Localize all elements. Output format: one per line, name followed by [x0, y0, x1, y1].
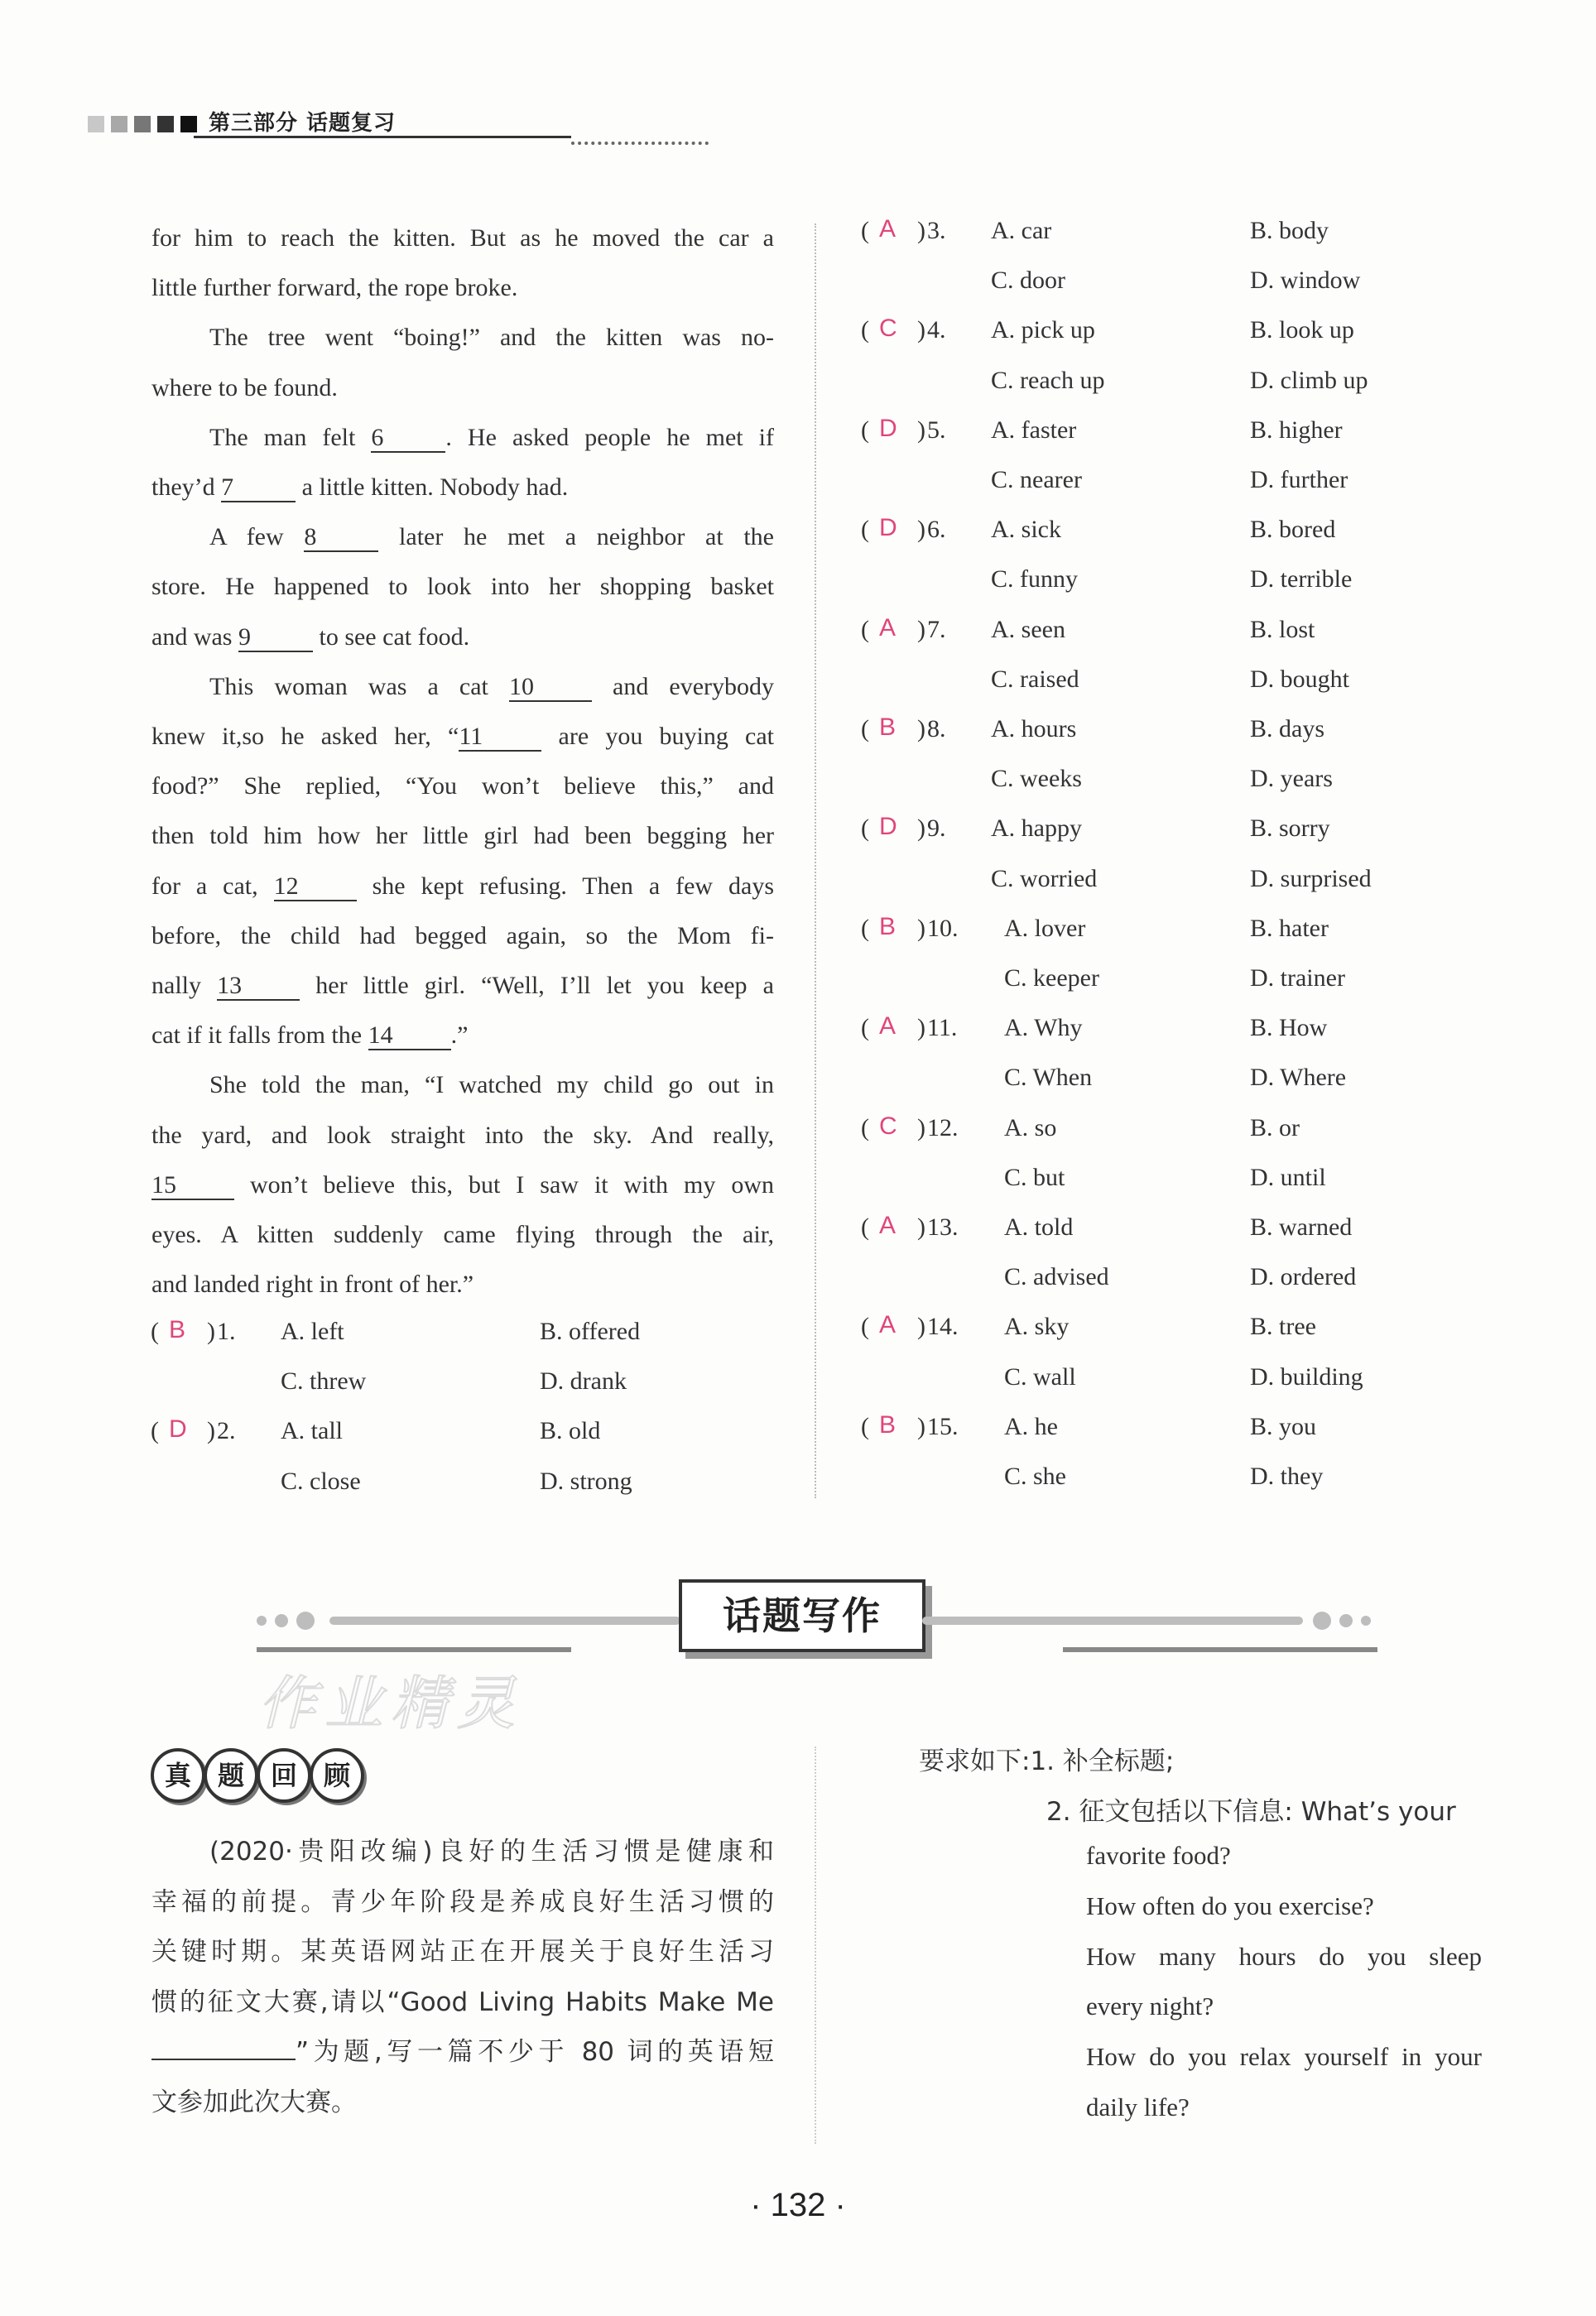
question-number: 5.: [927, 416, 946, 444]
answer-letter: C: [879, 315, 897, 343]
requirement-line: How often do you exercise?: [1086, 1891, 1374, 1920]
question-number-value: 3: [927, 217, 940, 244]
question-number: 1.: [217, 1318, 236, 1345]
review-badge-char: 回: [257, 1748, 311, 1803]
blank-14: 14: [368, 1022, 451, 1050]
question-number: 10.: [927, 914, 959, 942]
option-b: B. offered: [540, 1318, 641, 1345]
requirement-line: How many hours do you sleep: [1086, 1942, 1482, 1971]
option-a: A. so: [1004, 1113, 1057, 1141]
answer-letter: B: [879, 1410, 897, 1439]
review-badge-char: 题: [204, 1748, 258, 1803]
banner-dot: [1339, 1614, 1353, 1627]
option-d: D. drank: [540, 1367, 627, 1396]
header-square: [180, 116, 197, 132]
question-paren: (: [861, 1213, 869, 1241]
option-b: B. sorry: [1250, 814, 1330, 843]
question-paren: (: [151, 1318, 159, 1345]
requirements-intro: 要求如下:1. 补全标题;: [919, 1747, 1175, 1776]
passage-line: the yard, and look straight into the sky. And really,: [151, 1121, 774, 1149]
passage-line: little further forward, the rope broke.: [151, 274, 518, 302]
passage-line: eyes. A kitten suddenly came flying through the air,: [151, 1221, 774, 1249]
option-b: B. old: [540, 1417, 601, 1445]
option-b: B. days: [1250, 715, 1324, 742]
option-b: B. or: [1250, 1113, 1300, 1141]
option-b: B. higher: [1250, 416, 1343, 444]
answer-letter: D: [879, 414, 897, 442]
option-c: C. When: [1004, 1064, 1093, 1092]
question-number-value: 1: [217, 1318, 229, 1345]
option-d: D. trainer: [1250, 964, 1345, 992]
blank-8: 8: [304, 524, 378, 552]
question-number-value: 6: [927, 516, 940, 544]
banner-dot: [1361, 1616, 1371, 1626]
passage-line: food?” She replied, “You won’t believe this,” and: [151, 772, 774, 800]
answer-letter: D: [879, 813, 897, 841]
banner-underline: [1063, 1647, 1377, 1652]
banner-line: [329, 1617, 680, 1625]
watermark-text: 作业精灵: [258, 1670, 523, 1737]
question-paren: ): [917, 1213, 925, 1241]
question-paren: (: [861, 715, 869, 742]
question-paren: ): [917, 914, 925, 942]
cloze-passage: [151, 214, 774, 1309]
blank-6: 6: [371, 425, 445, 453]
question-number-value: 4: [927, 316, 940, 344]
question-paren: ): [207, 1417, 215, 1445]
question-number: 2.: [217, 1417, 236, 1445]
blank-15: 15: [151, 1172, 234, 1200]
question-number: 6.: [927, 516, 946, 544]
option-c: C. worried: [991, 864, 1098, 892]
question-paren: ): [917, 217, 925, 244]
writing-prompt: [151, 1827, 774, 2127]
question-number: 8.: [927, 715, 946, 742]
question-paren: ): [917, 1412, 925, 1440]
option-c: C. advised: [1004, 1263, 1109, 1291]
option-b: B. you: [1250, 1412, 1317, 1440]
passage-line: The tree went “boing!” and the kitten was no-: [209, 324, 774, 352]
question-paren: ): [917, 1014, 925, 1042]
option-a: A. tall: [281, 1417, 343, 1445]
question-number-value: 2: [217, 1417, 229, 1445]
option-d: D. strong: [540, 1467, 632, 1495]
question-paren: (: [861, 1313, 869, 1341]
requirement-line: daily life?: [1086, 2093, 1190, 2121]
option-b: B. bored: [1250, 516, 1336, 544]
option-d: D. bought: [1250, 665, 1349, 693]
question-paren: ): [917, 1113, 925, 1141]
option-c: C. close: [281, 1467, 361, 1495]
banner-dot: [275, 1614, 288, 1627]
passage-line: for him to reach the kitten. But as he moved the car a: [151, 224, 774, 252]
passage-line: and was 9 to see cat food.: [151, 622, 470, 651]
header-square: [111, 116, 127, 132]
passage-line: The man felt 6 . He asked people he met if: [209, 423, 774, 451]
blank-11: 11: [459, 723, 541, 752]
banner-dot: [257, 1616, 267, 1626]
option-b: B. tree: [1250, 1313, 1316, 1341]
option-c: C. threw: [281, 1367, 367, 1396]
question-paren: ): [207, 1318, 215, 1345]
option-b: B. hater: [1250, 914, 1329, 942]
question-paren: (: [861, 914, 869, 942]
answer-letter: A: [879, 613, 897, 641]
header-dotted-rule: [571, 142, 709, 145]
option-c: C. but: [1004, 1163, 1065, 1191]
option-a: A. hours: [991, 715, 1077, 742]
header-square: [88, 116, 104, 132]
prompt-line: 关键时期。某英语网站正在开展关于良好生活习: [151, 1937, 774, 1967]
passage-line: then told him how her little girl had been begging her: [151, 822, 774, 850]
passage-line: where to be found.: [151, 373, 338, 401]
blank-7: 7: [221, 474, 296, 502]
option-d: D. Where: [1250, 1064, 1347, 1092]
question-number: 9.: [927, 814, 946, 843]
option-d: D. building: [1250, 1362, 1363, 1391]
blank-10: 10: [509, 674, 592, 702]
review-badge-char: 真: [151, 1748, 205, 1803]
question-number-value: 13: [927, 1213, 952, 1241]
question-number: 4.: [927, 316, 946, 344]
question-number: 7.: [927, 615, 946, 643]
question-number: 14.: [927, 1313, 959, 1341]
option-b: B. How: [1250, 1014, 1328, 1042]
passage-line: 15 won’t believe this, but I saw it with my own: [151, 1170, 774, 1199]
option-b: B. body: [1250, 217, 1329, 244]
option-d: D. climb up: [1250, 366, 1368, 394]
requirement-line: How do you relax yourself in your: [1086, 2042, 1482, 2071]
option-d: D. years: [1250, 765, 1333, 793]
question-paren: (: [151, 1417, 159, 1445]
prompt-line: 幸福的前提。青少年阶段是养成良好生活习惯的: [151, 1886, 774, 1917]
header-title: 第三部分 话题复习: [209, 111, 397, 136]
question-paren: (: [861, 1113, 869, 1141]
question-number: 3.: [927, 217, 946, 244]
option-d: D. until: [1250, 1163, 1326, 1191]
answer-letter: B: [879, 912, 897, 940]
question-paren: (: [861, 416, 869, 444]
passage-line: knew it,so he asked her, “11 are you buying cat: [151, 723, 775, 751]
option-d: D. window: [1250, 267, 1361, 295]
passage-line: for a cat, 12 she kept refusing. Then a few days: [151, 872, 775, 900]
passage-line: She told the man, “I watched my child go out in: [209, 1071, 774, 1099]
banner-dot: [1313, 1612, 1331, 1630]
option-d: D. further: [1250, 466, 1348, 493]
question-paren: ): [917, 615, 925, 643]
passage-line: cat if it falls from the 14 .”: [151, 1021, 469, 1050]
topic-writing-title: 话题写作: [679, 1579, 925, 1652]
review-badge-char: 顾: [310, 1748, 364, 1803]
question-paren: ): [917, 516, 925, 544]
option-a: A. Why: [1004, 1014, 1083, 1042]
banner-dot: [296, 1612, 315, 1630]
option-d: D. surprised: [1250, 864, 1372, 892]
option-a: A. left: [281, 1318, 344, 1345]
requirement-line: 2. 征文包括以下信息: What’s your: [1046, 1797, 1456, 1827]
answer-letter: B: [879, 714, 897, 741]
option-d: D. they: [1250, 1463, 1324, 1490]
question-number-value: 7: [927, 615, 940, 643]
question-paren: (: [861, 516, 869, 544]
question-paren: (: [861, 814, 869, 843]
option-a: A. happy: [991, 814, 1082, 843]
question-number-value: 14: [927, 1313, 952, 1341]
option-c: C. door: [991, 267, 1065, 295]
question-number-value: 5: [927, 416, 940, 444]
answer-letter: A: [879, 1012, 897, 1040]
answer-letter: D: [169, 1415, 187, 1444]
option-a: A. car: [991, 217, 1052, 244]
option-b: B. lost: [1250, 615, 1315, 643]
question-paren: ): [917, 1313, 925, 1341]
passage-line: they’d 7 a little kitten. Nobody had.: [151, 473, 569, 502]
option-c: C. weeks: [991, 765, 1082, 793]
column-divider: [815, 1747, 816, 2144]
question-paren: (: [861, 316, 869, 344]
header-square: [134, 116, 151, 132]
option-a: A. lover: [1004, 914, 1086, 942]
question-number-value: 9: [927, 814, 940, 843]
question-paren: ): [917, 416, 925, 444]
option-c: C. funny: [991, 565, 1078, 593]
question-paren: (: [861, 615, 869, 643]
answer-letter: B: [169, 1316, 186, 1343]
option-d: D. terrible: [1250, 565, 1353, 593]
banner-underline: [257, 1647, 571, 1652]
prompt-line: (2020·贵阳改编)良好的生活习惯是健康和: [209, 1837, 774, 1867]
prompt-line: 惯的征文大赛,请以“Good Living Habits Make Me: [151, 1987, 774, 2017]
option-c: C. raised: [991, 665, 1079, 693]
passage-line: A few 8 later he met a neighbor at the: [209, 523, 774, 551]
page-number: · 132 ·: [750, 2187, 846, 2223]
requirement-line: every night?: [1086, 1992, 1214, 2020]
option-c: C. reach up: [991, 366, 1105, 394]
question-paren: (: [861, 1014, 869, 1042]
title-blank: [151, 2034, 296, 2060]
option-a: A. he: [1004, 1412, 1058, 1440]
option-c: C. keeper: [1004, 964, 1099, 992]
question-paren: ): [917, 316, 925, 344]
question-number-value: 12: [927, 1113, 952, 1141]
option-a: A. told: [1004, 1213, 1074, 1241]
passage-line: store. He happened to look into her shopping basket: [151, 573, 774, 601]
answer-letter: A: [879, 215, 897, 243]
question-number: 11.: [927, 1014, 958, 1042]
question-paren: (: [861, 217, 869, 244]
answer-letter: C: [879, 1112, 897, 1140]
option-b: B. warned: [1250, 1213, 1353, 1241]
question-number: 13.: [927, 1213, 959, 1241]
question-number: 15.: [927, 1412, 959, 1440]
answer-letter: A: [879, 1212, 897, 1239]
answer-letter: D: [879, 514, 897, 542]
option-b: B. look up: [1250, 316, 1354, 344]
passage-line: before, the child had begged again, so the Mom fi-: [151, 921, 774, 949]
option-a: A. seen: [991, 615, 1065, 643]
header-square: [157, 116, 174, 132]
option-c: C. she: [1004, 1463, 1066, 1490]
blank-9: 9: [238, 624, 313, 652]
passage-line: nally 13 her little girl. “Well, I’ll let you keep a: [151, 972, 774, 1000]
question-number-value: 11: [927, 1014, 951, 1042]
question-number-value: 10: [927, 914, 952, 942]
option-a: A. sky: [1004, 1313, 1070, 1341]
prompt-line: 文参加此次大赛。: [151, 2087, 357, 2117]
option-c: C. wall: [1004, 1362, 1076, 1391]
question-number-value: 15: [927, 1412, 952, 1440]
question-paren: ): [917, 814, 925, 843]
prompt-line: ”为题,写一篇不少于 80 词的英语短: [151, 2027, 774, 2078]
option-c: C. nearer: [991, 466, 1082, 493]
banner-line: [922, 1617, 1303, 1625]
option-a: A. faster: [991, 416, 1077, 444]
blank-13: 13: [217, 973, 300, 1001]
question-paren: (: [861, 1412, 869, 1440]
question-number: 12.: [927, 1113, 959, 1141]
passage-line: This woman was a cat 10 and everybody: [209, 672, 775, 700]
blank-12: 12: [274, 873, 357, 901]
passage-line: and landed right in front of her.”: [151, 1271, 474, 1299]
option-a: A. pick up: [991, 316, 1095, 344]
header-rule: [194, 136, 571, 138]
question-paren: ): [917, 715, 925, 742]
answer-letter: A: [879, 1311, 897, 1339]
question-number-value: 8: [927, 715, 940, 742]
column-divider: [815, 223, 816, 1498]
option-d: D. ordered: [1250, 1263, 1357, 1291]
requirement-line: favorite food?: [1086, 1841, 1231, 1870]
option-a: A. sick: [991, 516, 1061, 544]
